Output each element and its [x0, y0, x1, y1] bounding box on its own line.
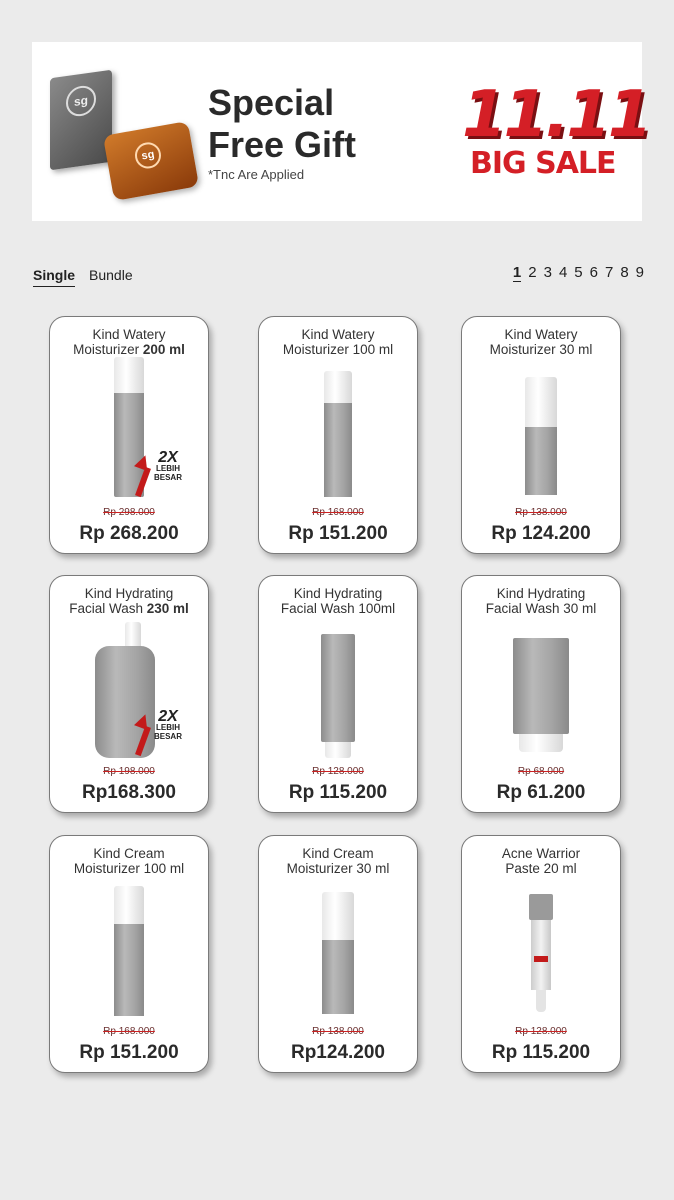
original-price: Rp 198.000 [103, 766, 155, 777]
page-8[interactable]: 8 [620, 264, 629, 281]
bottle-cap-image [114, 886, 144, 924]
page-9[interactable]: 9 [635, 264, 644, 281]
tube-crimp-image [529, 894, 553, 920]
sale-price: Rp 115.200 [491, 1042, 591, 1063]
banner-note: *Tnc Are Applied [208, 167, 305, 182]
sale-price: Rp168.300 [81, 782, 176, 803]
product-name: Kind Hydrating Facial Wash 30 ml [485, 586, 597, 616]
page-1[interactable]: 1 [512, 264, 522, 281]
bottle-cap-image [525, 377, 557, 427]
product-tube-image [513, 638, 569, 734]
sale-price: Rp 268.200 [79, 523, 179, 544]
brand-logo: sg [133, 140, 163, 170]
product-name: Kind Watery Moisturizer 30 ml [489, 327, 593, 357]
product-name: Kind Hydrating Facial Wash 230 ml [69, 586, 189, 616]
product-card[interactable] [258, 316, 418, 554]
product-card[interactable] [461, 575, 621, 813]
banner-title: Special Free Gift [208, 82, 357, 165]
product-bottle-image [324, 403, 352, 497]
size-badge: 2X LEBIH BESAR [153, 708, 182, 741]
sale-price: Rp124.200 [290, 1042, 385, 1063]
product-bottle-image [525, 427, 557, 495]
tab-bundle[interactable]: Bundle [89, 267, 133, 283]
product-card[interactable] [49, 835, 209, 1073]
tab-single[interactable]: Single [33, 267, 75, 287]
original-price: Rp 168.000 [312, 507, 364, 518]
original-price: Rp 138.000 [515, 507, 567, 518]
original-price: Rp 138.000 [312, 1026, 364, 1037]
page-6[interactable]: 6 [589, 264, 598, 281]
tube-cap-image [325, 742, 351, 758]
product-card[interactable] [49, 575, 209, 813]
page-3[interactable]: 3 [543, 264, 552, 281]
product-name: Kind Watery Moisturizer 200 ml [73, 327, 185, 357]
product-name: Kind Hydrating Facial Wash 100ml [280, 586, 396, 616]
original-price: Rp 128.000 [515, 1026, 567, 1037]
sale-price: Rp 115.200 [288, 782, 388, 803]
product-tube-image [321, 634, 355, 742]
gift-pouch-image [103, 121, 199, 201]
page-4[interactable]: 4 [558, 264, 568, 281]
sale-price: Rp 151.200 [79, 1042, 179, 1063]
gift-notebook-image [50, 70, 112, 171]
promo-banner[interactable] [32, 42, 650, 221]
product-name: Kind Cream Moisturizer 30 ml [286, 846, 390, 876]
product-name: Kind Watery Moisturizer 100 ml [282, 327, 394, 357]
pump-image [125, 622, 141, 646]
original-price: Rp 168.000 [103, 1026, 155, 1037]
sale-text: BIG SALE [470, 146, 616, 181]
product-card[interactable] [461, 835, 621, 1073]
tube-cap-image [519, 734, 563, 752]
bottle-cap-image [322, 892, 354, 940]
category-tabs [33, 267, 133, 287]
sale-price: Rp 124.200 [491, 523, 591, 544]
product-card[interactable] [49, 316, 209, 554]
page-7[interactable]: 7 [604, 264, 614, 281]
tube-nozzle-image [536, 990, 546, 1012]
original-price: Rp 128.000 [312, 766, 364, 777]
bottle-cap-image [114, 357, 144, 393]
page-2[interactable]: 2 [528, 264, 537, 281]
page-5[interactable]: 5 [574, 264, 583, 281]
sale-price: Rp 61.200 [496, 782, 586, 803]
sale-price: Rp 151.200 [288, 523, 388, 544]
pagination [513, 264, 644, 282]
original-price: Rp 68.000 [517, 766, 565, 777]
product-bottle-image [114, 924, 144, 1016]
size-badge: 2X LEBIH BESAR [153, 449, 182, 482]
product-name: Kind Cream Moisturizer 100 ml [73, 846, 185, 876]
bottle-cap-image [324, 371, 352, 403]
product-card[interactable] [258, 575, 418, 813]
product-card[interactable] [461, 316, 621, 554]
tube-stripe [534, 956, 548, 962]
product-name: Acne Warrior Paste 20 ml [501, 846, 581, 876]
product-bottle-image [322, 940, 354, 1014]
brand-logo: sg [66, 84, 96, 118]
product-card[interactable] [258, 835, 418, 1073]
original-price: Rp 298.000 [103, 507, 155, 518]
product-tube-image [531, 920, 551, 990]
sale-number: 11.11 [462, 78, 650, 152]
